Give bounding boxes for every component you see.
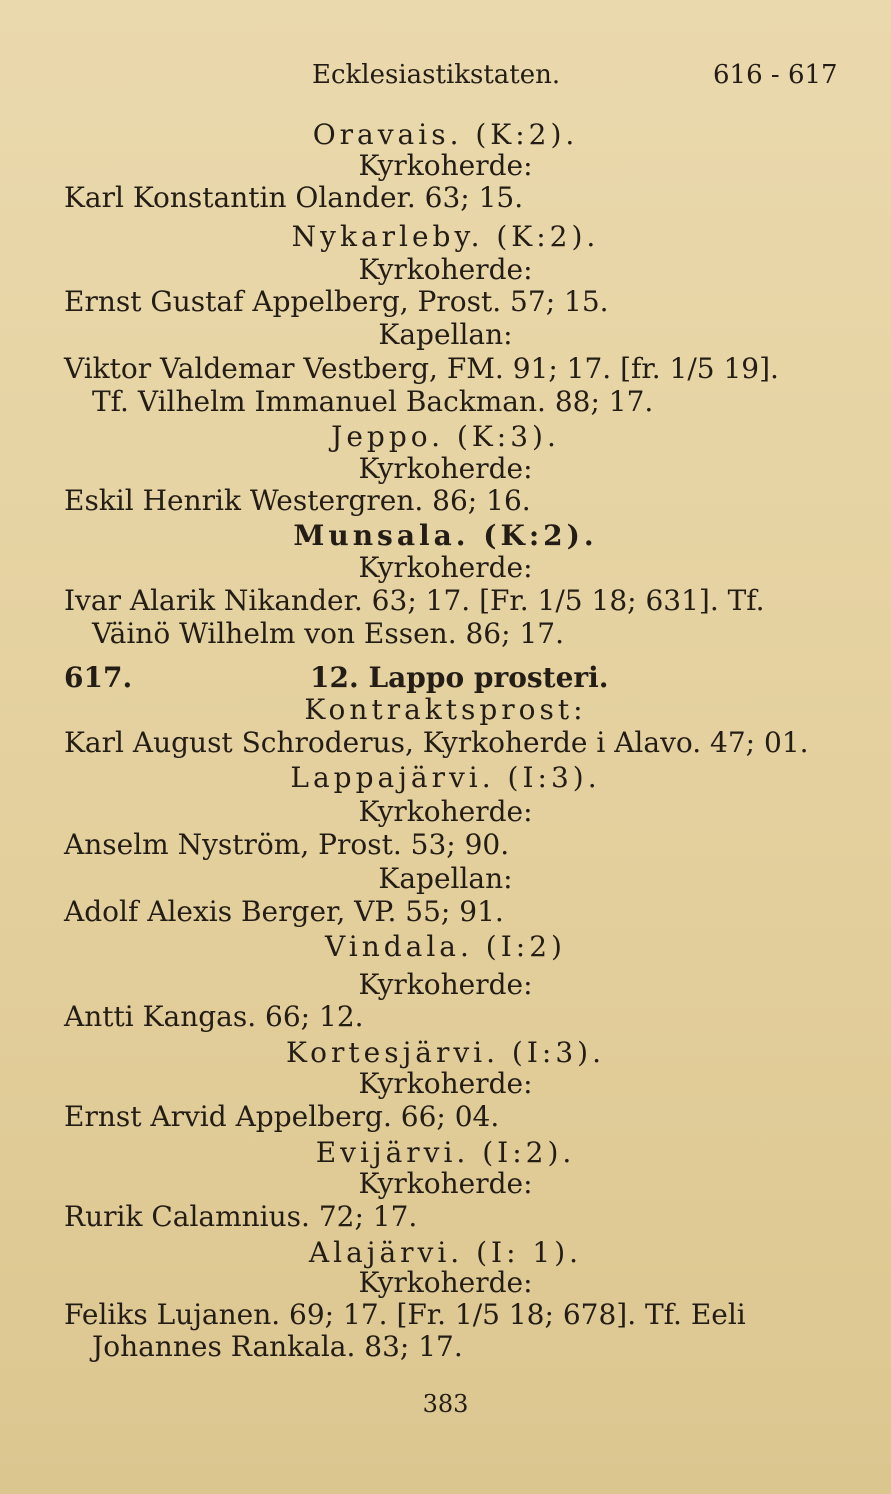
parish-heading: Vindala. (I:2): [325, 930, 566, 963]
role-label: Kyrkoherde:: [358, 968, 533, 1001]
role-label: Kyrkoherde:: [358, 1167, 533, 1200]
clergy-entry: Rurik Calamnius. 72; 17.: [64, 1200, 418, 1233]
page-range: 616 - 617: [713, 60, 838, 90]
section-title: 12. Lappo prosteri.: [310, 661, 609, 694]
clergy-entry: Antti Kangas. 66; 12.: [64, 1000, 364, 1033]
role-label: Kyrkoherde:: [358, 1067, 533, 1100]
role-label: Kyrkoherde:: [358, 253, 533, 286]
clergy-entry: Ernst Gustaf Appelberg, Prost. 57; 15.: [64, 285, 609, 318]
parish-heading: Jeppo. (K:3).: [331, 420, 560, 453]
clergy-entry: Ivar Alarik Nikander. 63; 17. [Fr. 1/5 18; 631]. Tf.: [64, 584, 765, 617]
parish-heading: Oravais. (K:2).: [312, 118, 579, 151]
clergy-entry: Väinö Wilhelm von Essen. 86; 17.: [92, 617, 564, 650]
role-label: Kapellan:: [378, 862, 513, 895]
clergy-entry: Karl Konstantin Olander. 63; 15.: [64, 181, 524, 214]
clergy-entry: Feliks Lujanen. 69; 17. [Fr. 1/5 18; 678]. Tf. Eeli: [64, 1298, 746, 1331]
running-title: Ecklesiastikstaten.: [312, 60, 561, 90]
clergy-entry: Johannes Rankala. 83; 17.: [92, 1330, 463, 1363]
page-number: 383: [422, 1390, 469, 1418]
clergy-entry: Eskil Henrik Westergren. 86; 16.: [64, 484, 531, 517]
clergy-entry: Viktor Valdemar Vestberg, FM. 91; 17. [fr. 1/5 19].: [64, 352, 779, 385]
section-number: 617.: [64, 661, 133, 694]
role-label: Kyrkoherde:: [358, 795, 533, 828]
parish-heading: Alajärvi. (I: 1).: [308, 1236, 583, 1269]
role-label: Kyrkoherde:: [358, 452, 533, 485]
clergy-entry: Adolf Alexis Berger, VP. 55; 91.: [64, 895, 504, 928]
clergy-entry: Tf. Vilhelm Immanuel Backman. 88; 17.: [92, 385, 654, 418]
role-label: Kyrkoherde:: [358, 1266, 533, 1299]
clergy-entry: Ernst Arvid Appelberg. 66; 04.: [64, 1100, 500, 1133]
role-label: Kontraktsprost:: [304, 693, 587, 726]
parish-heading: Nykarleby. (K:2).: [291, 220, 600, 253]
parish-heading: Lappajärvi. (I:3).: [290, 761, 601, 794]
role-label: Kyrkoherde:: [358, 149, 533, 182]
clergy-entry: Anselm Nyström, Prost. 53; 90.: [64, 828, 510, 861]
role-label: Kyrkoherde:: [358, 551, 533, 584]
clergy-entry: Karl August Schroderus, Kyrkoherde i Alavo. 47; 01.: [64, 726, 809, 759]
parish-heading: Kortesjärvi. (I:3).: [286, 1036, 605, 1069]
parish-heading: Evijärvi. (I:2).: [315, 1136, 576, 1169]
role-label: Kapellan:: [378, 318, 513, 351]
parish-heading: Munsala. (K:2).: [293, 519, 598, 552]
